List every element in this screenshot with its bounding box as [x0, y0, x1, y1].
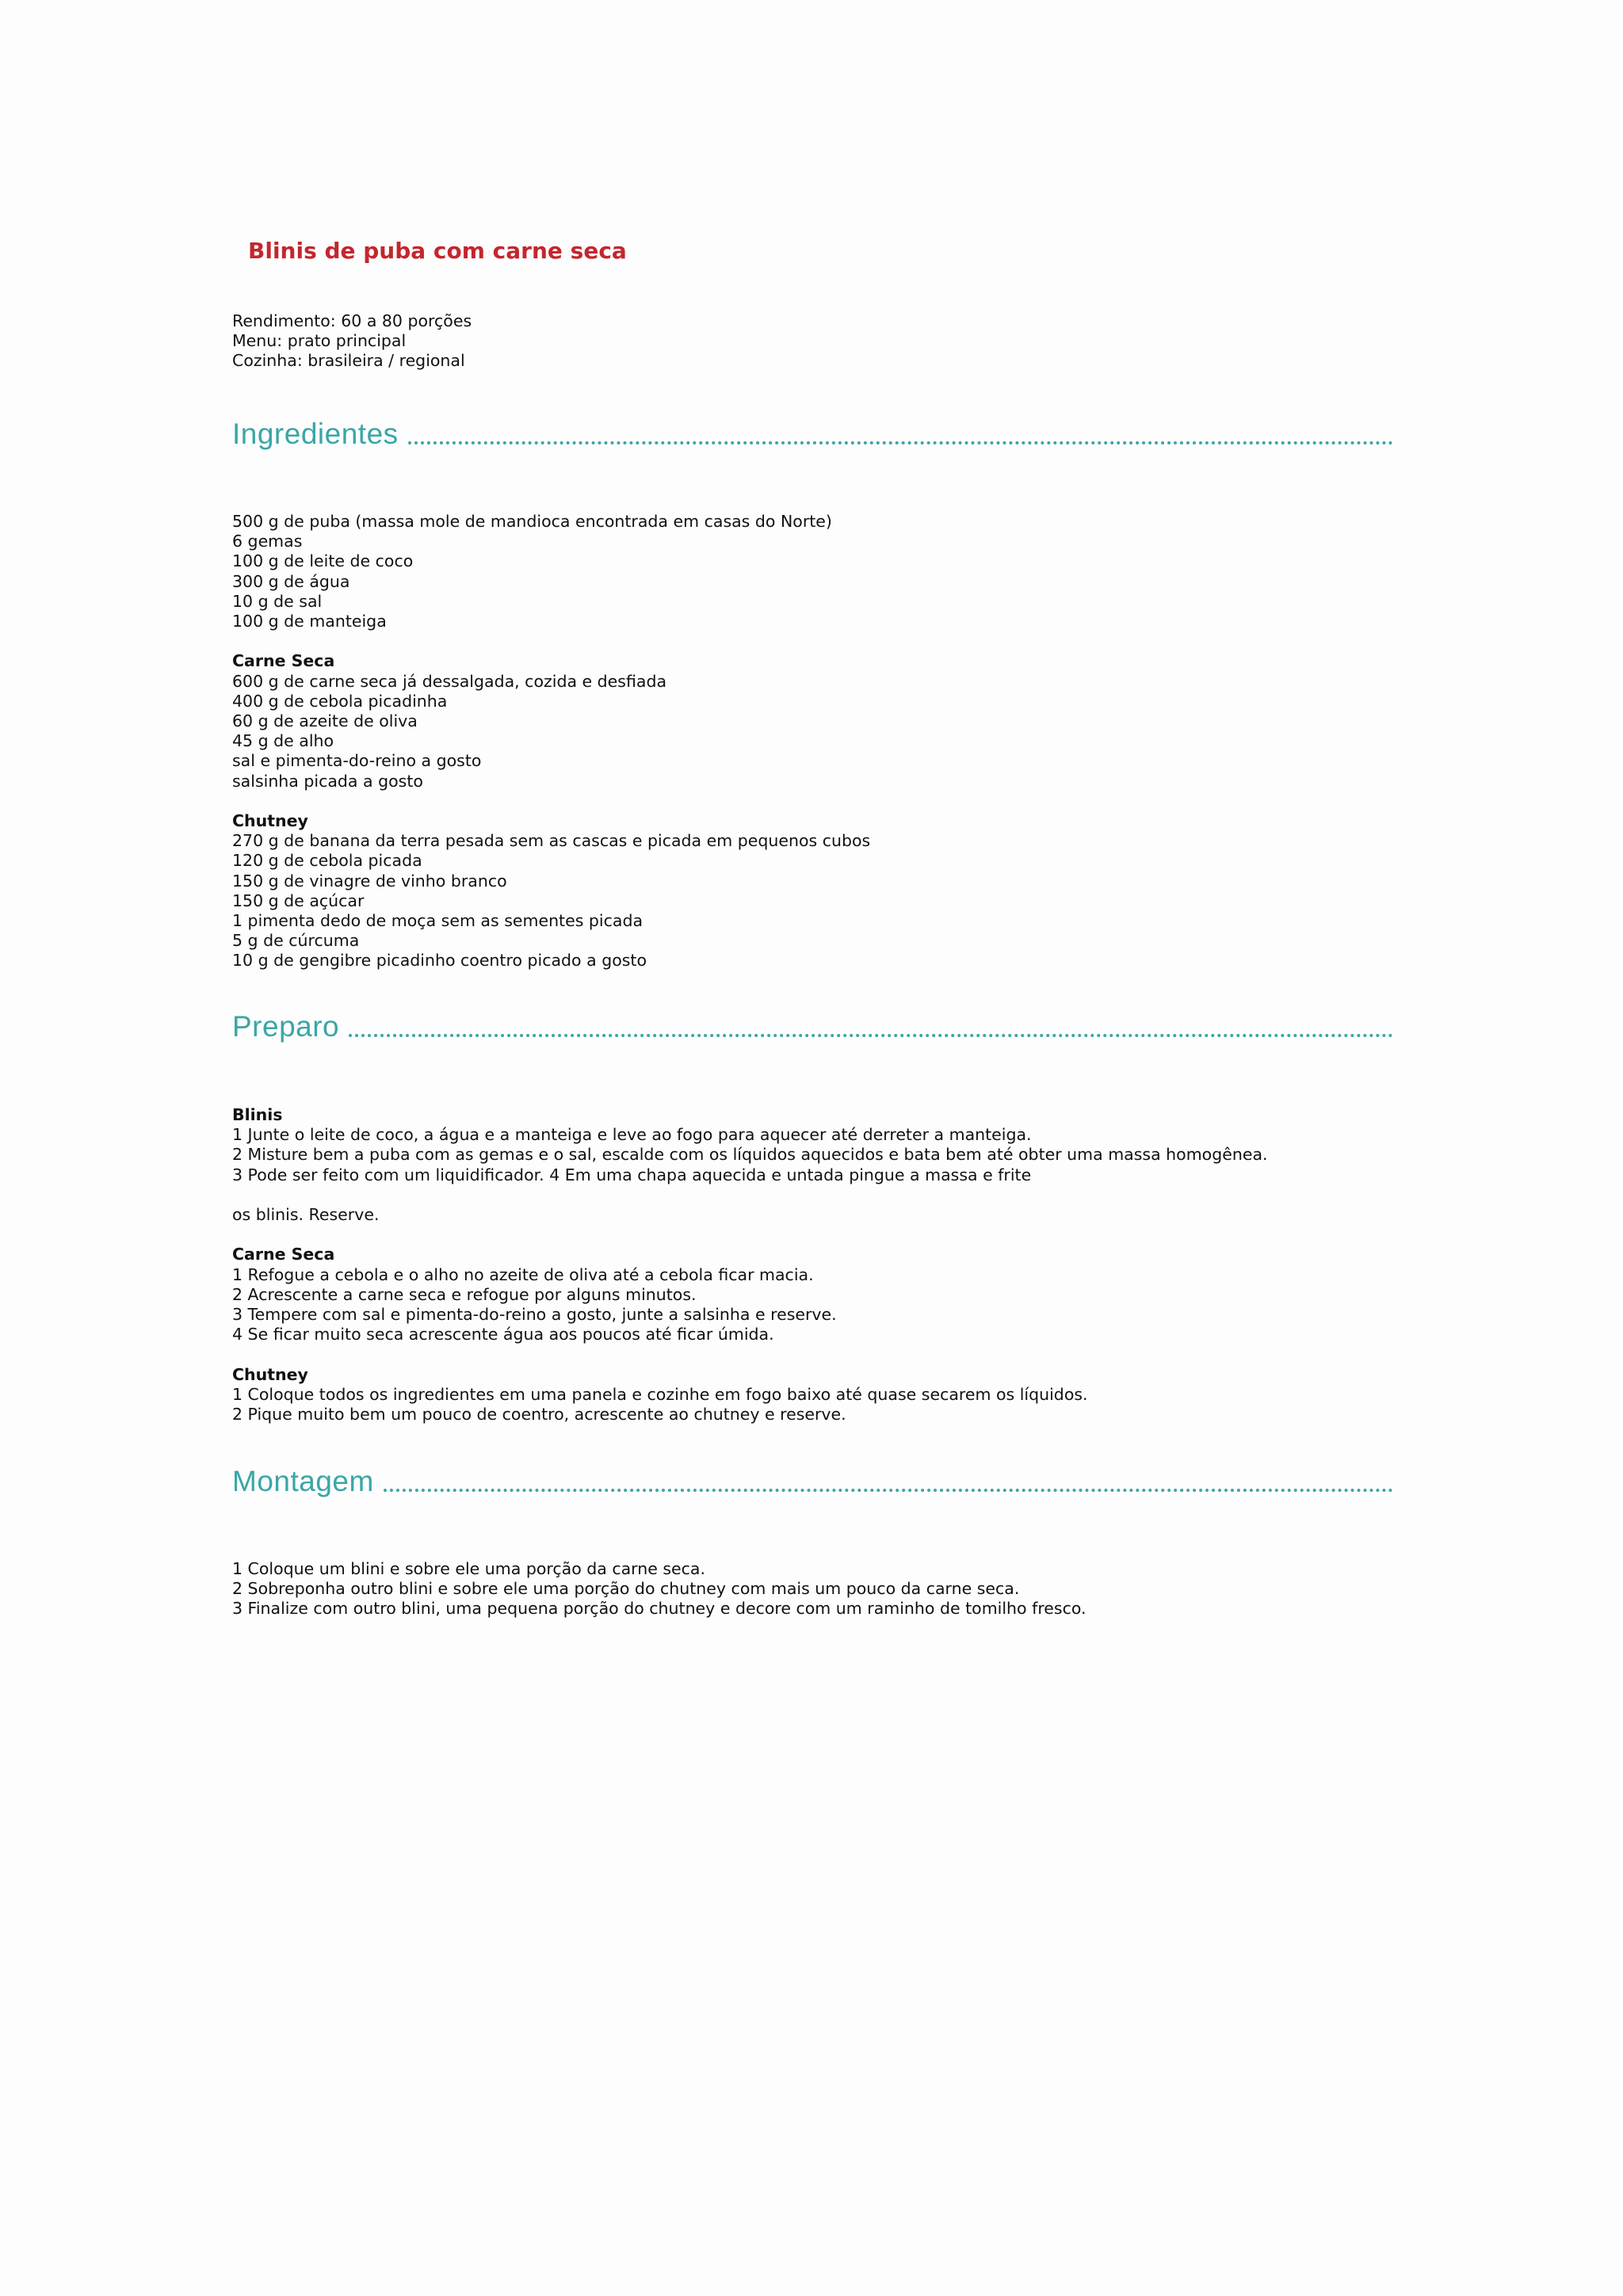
ingredient-line: salsinha picada a gosto	[232, 771, 423, 791]
meta-menu: Menu: prato principal	[232, 331, 407, 351]
preparo-step: 3 Tempere com sal e pimenta-do-reino a gosto, junte a salsinha e reserve.	[232, 1305, 837, 1324]
preparo-chutney-heading: Chutney	[232, 1364, 308, 1384]
preparo-step: 2 Pique muito bem um pouco de coentro, acrescente ao chutney e reserve.	[232, 1405, 846, 1424]
preparo-step: os blinis. Reserve.	[232, 1205, 380, 1224]
preparo-heading	[232, 1007, 1393, 1047]
ingredient-line: 100 g de manteiga	[232, 612, 387, 631]
ingredient-line: 300 g de água	[232, 571, 350, 591]
recipe-title: Blinis de puba com carne seca	[248, 238, 627, 264]
preparo-heading-title: Preparo	[232, 1010, 340, 1043]
ingredients-block	[232, 512, 870, 971]
preparo-step: 2 Acrescente a carne seca e refogue por alguns minutos.	[232, 1284, 697, 1304]
ingredient-line: 1 pimenta dedo de moça sem as sementes picada	[232, 911, 643, 931]
ingredient-line: 100 g de leite de coco	[232, 551, 414, 571]
ingredient-line: sal e pimenta-do-reino a gosto	[232, 751, 482, 771]
preparo-blinis-heading: Blinis	[232, 1105, 283, 1124]
ingredient-line: 45 g de alho	[232, 731, 334, 751]
ingredient-line: 120 g de cebola picada	[232, 851, 422, 871]
ingredients-heading-title: Ingredientes	[232, 418, 399, 450]
montagem-step: 1 Coloque um blini e sobre ele uma porção da carne seca.	[232, 1559, 706, 1578]
ingredient-line: 600 g de carne seca já dessalgada, cozida e desfiada	[232, 671, 667, 691]
montagem-step: 2 Sobreponha outro blini e sobre ele uma porção do chutney com mais um pouco da carne seca.	[232, 1579, 1020, 1599]
ingredient-line: 270 g de banana da terra pesada sem as cascas e picada em pequenos cubos	[232, 831, 871, 851]
ingredient-line: 400 g de cebola picadinha	[232, 691, 448, 711]
ingredient-line: 150 g de açúcar	[232, 891, 365, 910]
montagem-block	[232, 1559, 1086, 1619]
ingredient-line: 5 g de cúrcuma	[232, 931, 360, 951]
ingredients-heading	[232, 414, 1393, 454]
preparo-step: 4 Se ficar muito seca acrescente água aos poucos até ficar úmida.	[232, 1325, 774, 1344]
ingredient-line: 500 g de puba (massa mole de mandioca encontrada em casas do Norte)	[232, 512, 832, 531]
ingredients-chutney-heading: Chutney	[232, 811, 308, 831]
dotted-rule	[384, 1489, 1393, 1492]
meta-cuisine: Cozinha: brasileira / regional	[232, 351, 465, 371]
montagem-step: 3 Finalize com outro blini, uma pequena porção do chutney e decore com um raminho de tomilho fresco.	[232, 1599, 1086, 1619]
preparo-step: 1 Refogue a cebola e o alho no azeite de oliva até a cebola ficar macia.	[232, 1264, 814, 1284]
montagem-heading	[232, 1462, 1393, 1501]
ingredient-line: 150 g de vinagre de vinho branco	[232, 871, 507, 891]
meta-yield: Rendimento: 60 a 80 porções	[232, 311, 472, 330]
ingredient-line: 10 g de sal	[232, 591, 323, 611]
dotted-rule	[408, 441, 1393, 444]
ingredient-line: 10 g de gengibre picadinho coentro picado a gosto	[232, 951, 647, 971]
preparo-step: 1 Junte o leite de coco, a água e a manteiga e leve ao fogo para aquecer até derreter a manteiga.	[232, 1125, 1032, 1145]
montagem-heading-title: Montagem	[232, 1465, 374, 1497]
ingredient-line: 60 g de azeite de oliva	[232, 711, 418, 731]
dotted-rule	[349, 1034, 1393, 1037]
ingredients-carne-seca-heading: Carne Seca	[232, 651, 335, 671]
preparo-carne-seca-heading: Carne Seca	[232, 1245, 335, 1264]
preparo-block	[232, 1105, 1268, 1425]
recipe-meta	[232, 311, 472, 372]
ingredient-line: 6 gemas	[232, 532, 303, 551]
preparo-step: 2 Misture bem a puba com as gemas e o sal, escalde com os líquidos aquecidos e bata bem até obter uma massa homogênea.	[232, 1145, 1268, 1165]
preparo-step: 1 Coloque todos os ingredientes em uma panela e cozinhe em fogo baixo até quase secarem os líquidos.	[232, 1384, 1088, 1404]
preparo-step: 3 Pode ser feito com um liquidificador. 4 Em uma chapa aquecida e untada pingue a massa e frite	[232, 1165, 1032, 1184]
